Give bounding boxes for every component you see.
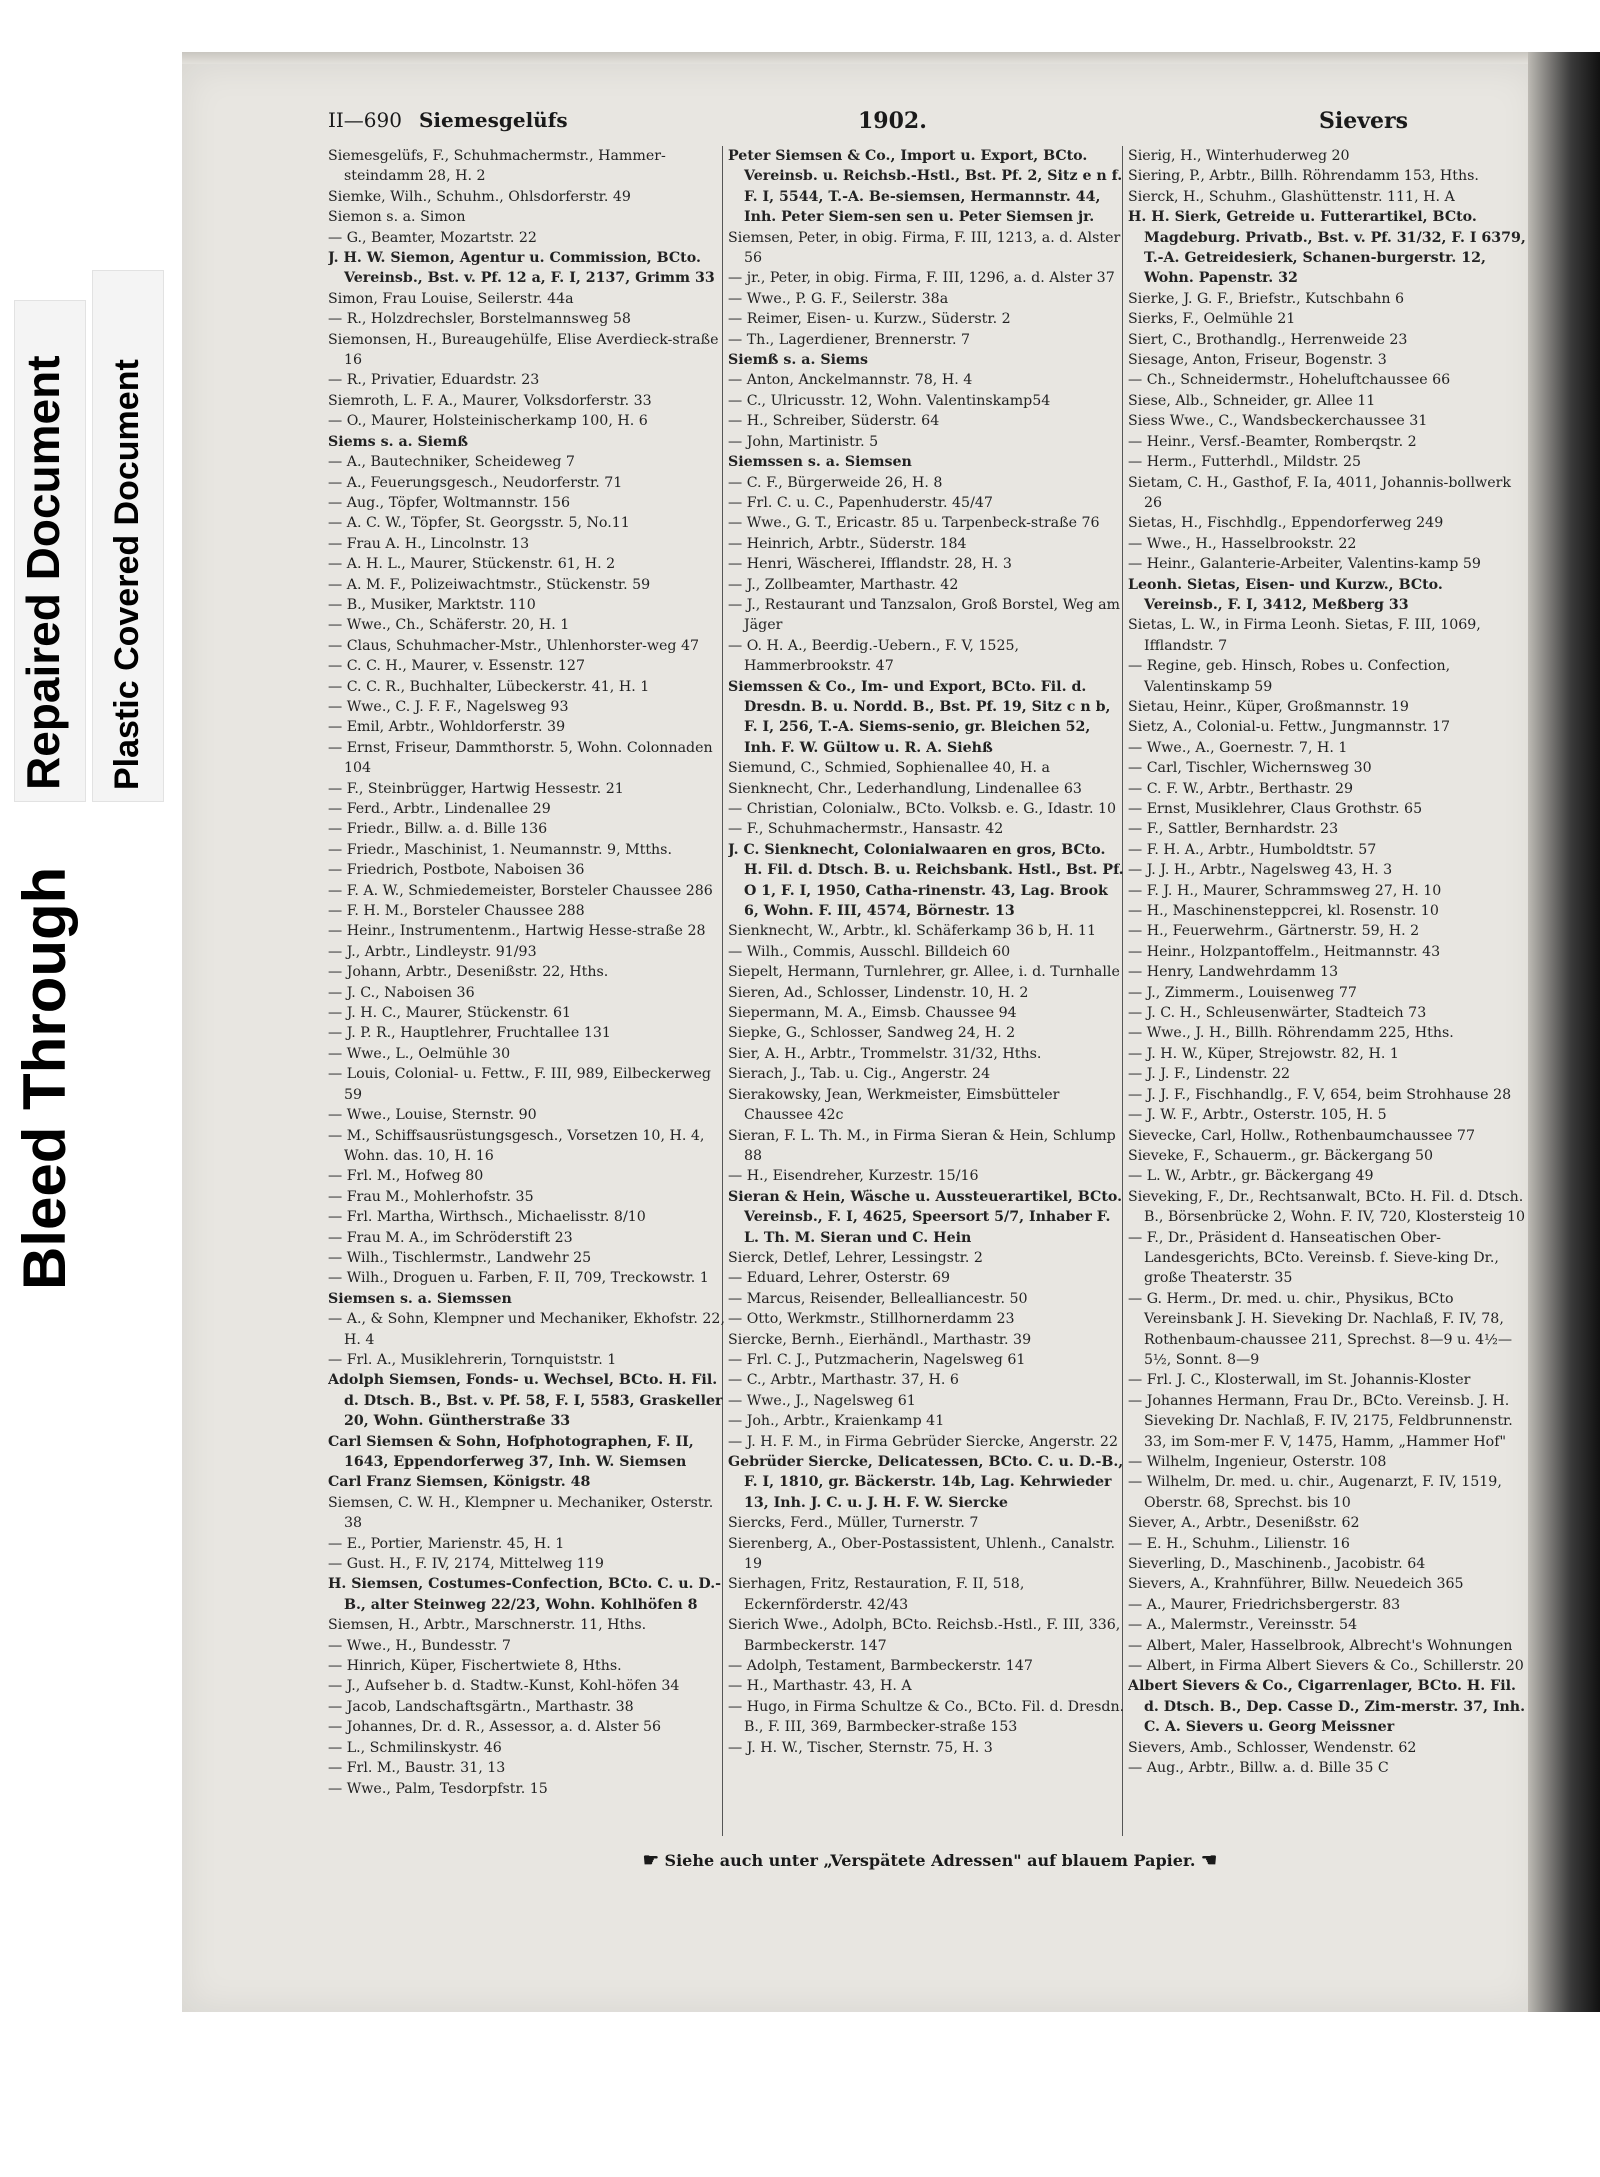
- directory-entry: — Albert, Maler, Hasselbrook, Albrecht's Wohnungen: [1128, 1637, 1513, 1654]
- directory-entry: Sietas, H., Fischhdlg., Eppendorferweg 249: [1128, 515, 1444, 532]
- directory-entry: Sieran, F. L. Th. M., in Firma Sieran & Hein, Schlump 88: [728, 1127, 1116, 1164]
- directory-entry: — Reimer, Eisen- u. Kurzw., Süderstr. 2: [728, 311, 1011, 328]
- directory-entry: Siemß s. a. Siems: [728, 352, 868, 369]
- directory-entry: — Frl. A., Musiklehrerin, Tornquiststr. 1: [328, 1351, 617, 1368]
- directory-entry: Sierich Wwe., Adolph, BCto. Reichsb.-Hstl., F. III, 336, Barmbeckerstr. 147: [728, 1617, 1121, 1654]
- directory-entry: — Wwe., J. H., Billh. Röhrendamm 225, Hths.: [1128, 1025, 1454, 1042]
- directory-entry: — Henry, Landwehrdamm 13: [1128, 964, 1339, 981]
- directory-entry: — Wwe., C. J. F. F., Nagelsweg 93: [328, 698, 569, 715]
- directory-entry: — H., Feuerwehrm., Gärtnerstr. 59, H. 2: [1128, 923, 1420, 940]
- directory-entry: Gebrüder Siercke, Delicatessen, BCto. C. u. D.-B., F. I, 1810, gr. Bäckerstr. 14b, Lag. Kehrwieder 13, Inh. J. C. u. J. H. F. W. Siercke: [728, 1454, 1124, 1511]
- directory-entry: — Frl. C. u. C., Papenhuderstr. 45/47: [728, 494, 993, 511]
- directory-entry: — Johann, Arbtr., Desenißstr. 22, Hths.: [328, 964, 609, 981]
- annotation-panel: [0, 0, 180, 2177]
- directory-entry: Siemssen s. a. Siemsen: [728, 454, 912, 471]
- directory-entry: Sienknecht, W., Arbtr., kl. Schäferkamp 36 b, H. 11: [728, 923, 1096, 940]
- directory-entry: — Heinrich, Arbtr., Süderstr. 184: [728, 535, 967, 552]
- directory-entry: — J., Arbtr., Lindleystr. 91/93: [328, 943, 537, 960]
- directory-entry: Sieveking, F., Dr., Rechtsanwalt, BCto. H. Fil. d. Dtsch. B., Börsenbrücke 2, Wohn. F. IV, 720, Klostersteig 10: [1128, 1188, 1526, 1226]
- directory-entry: Sieveke, F., Schauerm., gr. Bäckergang 50: [1128, 1147, 1434, 1164]
- directory-entry: Sieren, Ad., Schlosser, Lindenstr. 10, H. 2: [728, 984, 1029, 1001]
- directory-entry: Sierhagen, Fritz, Restauration, F. II, 518, Eckernförderstr. 42/43: [728, 1576, 1025, 1613]
- repaired-document-label: Repaired Document: [17, 355, 69, 790]
- directory-entry: H. Siemsen, Costumes-Confection, BCto. C. u. D.-B., alter Steinweg 22/23, Wohn. Kohlhöfen 8: [328, 1576, 722, 1613]
- directory-entry: Leonh. Sietas, Eisen- und Kurzw., BCto. Vereinsb., F. I, 3412, Meßberg 33: [1128, 576, 1443, 613]
- directory-entry: — Frau A. H., Lincolnstr. 13: [328, 535, 530, 552]
- directory-entry: Sierks, F., Oelmühle 21: [1128, 311, 1296, 328]
- directory-entry: — E. H., Schuhm., Lilienstr. 16: [1128, 1535, 1350, 1552]
- column-right: [1128, 146, 1526, 1836]
- directory-entry: Sievers, Amb., Schlosser, Wendenstr. 62: [1128, 1739, 1417, 1756]
- directory-entry: — Wilh., Tischlermstr., Landwehr 25: [328, 1249, 592, 1266]
- directory-entry: — B., Musiker, Marktstr. 110: [328, 596, 536, 613]
- directory-entry: — Aug., Töpfer, Woltmannstr. 156: [328, 494, 571, 511]
- directory-entry: — F., Schuhmachermstr., Hansastr. 42: [728, 821, 1004, 838]
- directory-entry: — Louis, Colonial- u. Fettw., F. III, 989, Eilbeckerweg 59: [328, 1066, 711, 1103]
- directory-entry: Siemroth, L. F. A., Maurer, Volksdorferstr. 33: [328, 392, 652, 409]
- directory-entry: — G., Beamter, Mozartstr. 22: [328, 229, 537, 246]
- directory-entry: Carl Siemsen & Sohn, Hofphotographen, F. II, 1643, Eppendorferweg 37, Inh. W. Siemsen: [328, 1433, 694, 1470]
- directory-entry: Siesage, Anton, Friseur, Bogenstr. 3: [1128, 352, 1387, 369]
- directory-entry: — L. W., Arbtr., gr. Bäckergang 49: [1128, 1168, 1374, 1185]
- directory-entry: Sievecke, Carl, Hollw., Rothenbaumchaussee 77: [1128, 1127, 1475, 1144]
- directory-entry: — Frau M. A., im Schröderstift 23: [328, 1229, 573, 1246]
- directory-entry: — F. H. M., Borsteler Chaussee 288: [328, 903, 585, 920]
- directory-entry: — J. H. W., Küper, Strejowstr. 82, H. 1: [1128, 1045, 1399, 1062]
- directory-entry: — Frl. C. J., Putzmacherin, Nagelsweg 61: [728, 1351, 1026, 1368]
- bleed-through-label: Bleed Through: [11, 866, 78, 1290]
- directory-entry: — J., Zimmerm., Louisenweg 77: [1128, 984, 1357, 1001]
- directory-entry: — J. J. F., Lindenstr. 22: [1128, 1066, 1291, 1083]
- directory-entry: — Wwe., A., Goernestr. 7, H. 1: [1128, 739, 1348, 756]
- directory-entry: — A., & Sohn, Klempner und Mechaniker, Ekhofstr. 22, H. 4: [328, 1311, 725, 1348]
- directory-entry: — J. J. F., Fischhandlg., F. V, 654, beim Strohhause 28: [1128, 1086, 1512, 1103]
- directory-entry: — Wwe., Ch., Schäferstr. 20, H. 1: [328, 617, 570, 634]
- directory-entry: — Otto, Werkmstr., Stillhornerdamm 23: [728, 1311, 1015, 1328]
- directory-entry: — Johannes, Dr. d. R., Assessor, a. d. Alster 56: [328, 1719, 662, 1736]
- directory-entry: Siemsen s. a. Siemssen: [328, 1290, 512, 1307]
- binding-edge: [1528, 52, 1600, 2012]
- directory-entry: Sierck, H., Schuhm., Glashüttenstr. 111, H. A: [1128, 188, 1455, 205]
- directory-entry: J. H. W. Siemon, Agentur u. Commission, BCto. Vereinsb., Bst. v. Pf. 12 a, F. I, 2137, Grimm 33: [328, 250, 715, 287]
- page-number: II—690: [328, 108, 402, 132]
- directory-entry: — Frl. M., Baustr. 31, 13: [328, 1760, 506, 1777]
- directory-entry: — Emil, Arbtr., Wohldorferstr. 39: [328, 719, 566, 736]
- directory-entry: Siercks, Ferd., Müller, Turnerstr. 7: [728, 1515, 979, 1532]
- directory-entry: — J. W. F., Arbtr., Osterstr. 105, H. 5: [1128, 1107, 1387, 1124]
- directory-entry: — A., Maurer, Friedrichsbergerstr. 83: [1128, 1596, 1401, 1613]
- directory-entry: — Friedrich, Postbote, Naboisen 36: [328, 862, 585, 879]
- directory-entry: Siercke, Bernh., Eierhändl., Marthastr. 39: [728, 1331, 1032, 1348]
- directory-entry: — A. C. W., Töpfer, St. Georgsstr. 5, No.11: [328, 515, 630, 532]
- directory-entry: — J. H. F. M., in Firma Gebrüder Siercke, Angerstr. 22: [728, 1433, 1118, 1450]
- directory-entry: — F. H. A., Arbtr., Humboldtstr. 57: [1128, 841, 1377, 858]
- directory-entry: — Adolph, Testament, Barmbeckerstr. 147: [728, 1658, 1033, 1675]
- directory-entry: — Anton, Anckelmannstr. 78, H. 4: [728, 372, 973, 389]
- directory-entry: Sieran & Hein, Wäsche u. Aussteuerartikel, BCto. Vereinsb., F. I, 4625, Speersort 5/7, Inhaber F. L. Th. M. Sieran und C. Hein: [728, 1188, 1123, 1246]
- directory-entry: Sierenberg, A., Ober-Postassistent, Uhlenh., Canalstr. 19: [728, 1535, 1116, 1573]
- directory-entry: Siepke, G., Schlosser, Sandweg 24, H. 2: [728, 1025, 1016, 1042]
- directory-entry: — Gust. H., F. IV, 2174, Mittelweg 119: [328, 1556, 604, 1573]
- directory-entry: — H., Schreiber, Süderstr. 64: [728, 413, 940, 430]
- directory-entry: — Wwe., H., Bundesstr. 7: [328, 1637, 511, 1654]
- left-running-title: Siemesgelüfs: [418, 108, 568, 132]
- directory-entry: — Heinr., Holzpantoffelm., Heitmannstr. 43: [1128, 943, 1441, 960]
- directory-entry: — Hugo, in Firma Schultze & Co., BCto. Fil. d. Dresdn. B., F. III, 369, Barmbecker-straße 153: [728, 1698, 1125, 1736]
- directory-entry: Albert Sievers & Co., Cigarrenlager, BCto. H. Fil. d. Dtsch. B., Dep. Casse D., Zim-merstr. 37, Inh. C. A. Sievers u. Georg Meissner: [1128, 1678, 1526, 1736]
- directory-entry: — Henri, Wäscherei, Ifflandstr. 28, H. 3: [728, 556, 1012, 573]
- directory-entry: Siemon s. a. Simon: [328, 209, 466, 226]
- directory-entry: — A. M. F., Polizeiwachtmstr., Stückenstr. 59: [328, 576, 651, 593]
- directory-entry: — Heinr., Versf.-Beamter, Romberqstr. 2: [1128, 433, 1417, 450]
- directory-entry: — Wilhelm, Dr. med. u. chir., Augenarzt, F. IV, 1519, Oberstr. 68, Sprechst. bis 10: [1128, 1474, 1502, 1511]
- directory-entry: — C., Arbtr., Marthastr. 37, H. 6: [728, 1372, 959, 1389]
- page-header: [328, 108, 1408, 142]
- directory-entry: — J. C., Naboisen 36: [328, 984, 475, 1001]
- directory-entry: — F., Sattler, Bernhardstr. 23: [1128, 821, 1339, 838]
- directory-entry: Siemesgelüfs, F., Schuhmachermstr., Hammer-steindamm 28, H. 2: [328, 148, 666, 185]
- directory-entry: — J., Aufseher b. d. Stadtw.-Kunst, Kohl-höfen 34: [328, 1678, 680, 1695]
- directory-entry: — Frl. J. C., Klosterwall, im St. Johannis-Kloster: [1128, 1372, 1471, 1389]
- directory-entry: Simon, Frau Louise, Seilerstr. 44a: [328, 290, 574, 307]
- year-label: 1902.: [858, 108, 927, 134]
- directory-entry: Siemonsen, H., Bureaugehülfe, Elise Averdieck-straße 16: [328, 331, 719, 369]
- directory-entry: — Christian, Colonialw., BCto. Volksb. e. G., Idastr. 10: [728, 801, 1117, 817]
- directory-entry: — J. H. W., Tischer, Sternstr. 75, H. 3: [728, 1739, 993, 1756]
- directory-entry: — F. J. H., Maurer, Schrammsweg 27, H. 10: [1128, 882, 1442, 899]
- directory-entry: — L., Schmilinskystr. 46: [328, 1739, 502, 1756]
- directory-entry: Siemund, C., Schmied, Sophienallee 40, H. a: [728, 760, 1050, 777]
- directory-entry: — A., Bautechniker, Scheideweg 7: [328, 454, 575, 471]
- directory-entry: — Wwe., L., Oelmühle 30: [328, 1045, 511, 1062]
- directory-entry: — Wilh., Droguen u. Farben, F. II, 709, Treckowstr. 1: [328, 1270, 709, 1287]
- directory-entry: — Wwe., G. T., Ericastr. 85 u. Tarpenbeck-straße 76: [728, 515, 1100, 532]
- directory-entry: Siess Wwe., C., Wandsbeckerchaussee 31: [1128, 413, 1428, 430]
- directory-entry: — G. Herm., Dr. med. u. chir., Physikus, BCto Vereinsbank J. H. Sieveking Dr. Nachlaß, F. IV, 78, Rothenbaum-chaussee 211, Sprechst. 8—9 u. 4½—5½, Sonnt. 8—9: [1128, 1290, 1513, 1368]
- pointing-hand-left-icon: ☛: [642, 1850, 659, 1871]
- directory-entry: — Aug., Arbtr., Billw. a. d. Bille 35 C: [1128, 1760, 1389, 1777]
- directory-entry: Siemsen, C. W. H., Klempner u. Mechaniker, Osterstr. 38: [328, 1494, 714, 1532]
- directory-entry: — Frl. Martha, Wirthsch., Michaelisstr. 8/10: [328, 1209, 646, 1226]
- directory-entry: — Frau M., Mohlerhofstr. 35: [328, 1188, 534, 1205]
- column-left: [328, 146, 726, 1836]
- directory-entry: Sierck, Detlef, Lehrer, Lessingstr. 2: [728, 1249, 983, 1266]
- directory-entry: — Wwe., P. G. F., Seilerstr. 38a: [728, 290, 949, 307]
- directory-entry: — C., Ulricusstr. 12, Wohn. Valentinskamp54: [728, 392, 1051, 409]
- directory-entry: H. H. Sierk, Getreide u. Futterartikel, BCto. Magdeburg. Privatb., Bst. v. Pf. 31/32, F. I 6379, T.-A. Getreidesierk, Schanen-burgerstr. 12, Wohn. Papenstr. 32: [1128, 209, 1526, 287]
- directory-entry: Adolph Siemsen, Fonds- u. Wechsel, BCto. H. Fil. d. Dtsch. B., Bst. v. Pf. 58, F. I, 5583, Graskeller 20, Wohn. Güntherstraße 33: [328, 1372, 723, 1430]
- directory-entry: Sierig, H., Winterhuderweg 20: [1128, 148, 1350, 164]
- directory-entry: — R., Holzdrechsler, Borstelmannsweg 58: [328, 311, 631, 328]
- pointing-hand-right-icon: ☚: [1201, 1850, 1218, 1871]
- directory-entry: Sietz, A., Colonial-u. Fettw., Jungmannstr. 17: [1128, 719, 1451, 736]
- directory-entry: — Wilhelm, Ingenieur, Osterstr. 108: [1128, 1454, 1387, 1470]
- directory-entry: — Herm., Futterhdl., Mildstr. 25: [1128, 454, 1362, 471]
- directory-entry: — E., Portier, Marienstr. 45, H. 1: [328, 1535, 565, 1552]
- directory-entry: Siese, Alb., Schneider, gr. Allee 11: [1128, 392, 1376, 409]
- directory-entry: Siepermann, M. A., Eimsb. Chaussee 94: [728, 1005, 1017, 1022]
- directory-entry: — M., Schiffsausrüstungsgesch., Vorsetzen 10, H. 4, Wohn. das. 10, H. 16: [328, 1127, 705, 1164]
- directory-entry: — J. H. C., Maurer, Stückenstr. 61: [328, 1005, 572, 1022]
- directory-entry: — O., Maurer, Holsteinischerkamp 100, H. 6: [328, 413, 648, 430]
- directory-entry: — Albert, in Firma Albert Sievers & Co., Schillerstr. 20: [1128, 1658, 1524, 1675]
- directory-entry: — F., Dr., Präsident d. Hanseatischen Ober-Landesgerichts, BCto. Vereinsb. f. Sieve-king Dr., große Theaterstr. 35: [1128, 1229, 1499, 1287]
- directory-entry: — Frl. M., Hofweg 80: [328, 1168, 484, 1185]
- plastic-covered-label: Plastic Covered Document: [108, 359, 146, 790]
- directory-entry: — Heinr., Instrumentenm., Hartwig Hesse-straße 28: [328, 923, 706, 940]
- directory-entry: Peter Siemsen & Co., Import u. Export, BCto. Vereinsb. u. Reichsb.-Hstl., Bst. Pf. 2, Sitz e n f. F. I, 5544, T.-A. Be-siemsen, Hermannstr. 44, Inh. Peter Siem-sen sen u. Peter Siemsen jr.: [728, 148, 1123, 226]
- directory-entry: — H., Maschinensteppcrei, kl. Rosenstr. 10: [1128, 903, 1439, 920]
- directory-entry: — J., Zollbeamter, Marthastr. 42: [728, 576, 959, 593]
- right-running-title: Sievers: [1319, 108, 1408, 134]
- directory-entry: Siering, P., Arbtr., Billh. Röhrendamm 153, Hths.: [1128, 168, 1479, 185]
- directory-entry: — C. F., Bürgerweide 26, H. 8: [728, 474, 943, 491]
- directory-entry: — Friedr., Billw. a. d. Bille 136: [328, 821, 548, 838]
- directory-entry: J. C. Sienknecht, Colonialwaaren en gros, BCto. H. Fil. d. Dtsch. B. u. Reichsbank. Hstl., Bst. Pf. O 1, F. I, 1950, Catha-rinenstr. 43, Lag. Brook 6, Wohn. F. III, 4574, Börnestr. 13: [728, 841, 1124, 920]
- directory-entry: — Claus, Schuhmacher-Mstr., Uhlenhorster-weg 47: [328, 637, 700, 654]
- header-left: [328, 108, 568, 132]
- directory-entry: — Wwe., J., Nagelsweg 61: [728, 1392, 916, 1409]
- directory-entry: — jr., Peter, in obig. Firma, F. III, 1296, a. d. Alster 37: [728, 270, 1115, 287]
- directory-entry: Sieverling, D., Maschinenb., Jacobistr. 64: [1128, 1556, 1426, 1573]
- directory-entry: — Wilh., Commis, Ausschl. Billdeich 60: [728, 943, 1011, 960]
- directory-entry: Siemsen, H., Arbtr., Marschnerstr. 11, Hths.: [328, 1617, 647, 1634]
- directory-entry: — R., Privatier, Eduardstr. 23: [328, 372, 540, 389]
- directory-entry: Siemssen & Co., Im- und Export, BCto. Fil. d. Dresdn. B. u. Nordd. B., Bst. Pf. 19, Sitz c n b, F. I, 256, T.-A. Siems-senio, gr. Bleichen 52, Inh. F. W. Gültow u. R. A. Siehß: [728, 678, 1111, 756]
- directory-entry: — F. A. W., Schmiedemeister, Borsteler Chaussee 286: [328, 882, 713, 899]
- directory-entry: — H., Marthastr. 43, H. A: [728, 1678, 912, 1695]
- directory-entry: Siemke, Wilh., Schuhm., Ohlsdorferstr. 49: [328, 188, 631, 205]
- directory-entry: — Ferd., Arbtr., Lindenallee 29: [328, 801, 551, 817]
- directory-entry: — Ch., Schneidermstr., Hoheluftchaussee 66: [1128, 372, 1451, 389]
- directory-entry: — H., Eisendreher, Kurzestr. 15/16: [728, 1168, 979, 1185]
- directory-entry: Sietam, C. H., Gasthof, F. Ia, 4011, Johannis-bollwerk 26: [1128, 474, 1511, 511]
- directory-entry: — A., Malermstr., Vereinsstr. 54: [1128, 1617, 1358, 1634]
- directory-entry: Sierke, J. G. F., Briefstr., Kutschbahn 6: [1128, 290, 1405, 307]
- directory-entry: — O. H. A., Beerdig.-Uebern., F. V, 1525, Hammerbrookstr. 47: [728, 637, 1020, 675]
- directory-entry: — Friedr., Maschinist, 1. Neumannstr. 9, Mtths.: [328, 841, 672, 858]
- directory-entry: Sietas, L. W., in Firma Leonh. Sietas, F. III, 1069, Ifflandstr. 7: [1128, 617, 1481, 654]
- directory-entry: — Johannes Hermann, Frau Dr., BCto. Vereinsb. J. H. Sieveking Dr. Nachlaß, F. IV, 2175, Feldbrunnenstr. 33, im Som-mer F. V, 1475, Hamm, „Hammer Hof": [1128, 1392, 1513, 1450]
- page-footer: [620, 1850, 1240, 1876]
- directory-entry: Sierakowsky, Jean, Werkmeister, Eimsbütteler Chaussee 42c: [728, 1086, 1060, 1124]
- directory-entry: — Wwe., Palm, Tesdorpfstr. 15: [328, 1780, 548, 1797]
- directory-entry: Sierach, J., Tab. u. Cig., Angerstr. 24: [728, 1066, 991, 1083]
- directory-entry: — J. C. H., Schleusenwärter, Stadteich 73: [1128, 1005, 1427, 1022]
- directory-entry: Sietau, Heinr., Küper, Großmannstr. 19: [1128, 698, 1409, 715]
- directory-entry: Carl Franz Siemsen, Königstr. 48: [328, 1474, 591, 1491]
- column-middle: [728, 146, 1126, 1836]
- directory-entry: — Regine, geb. Hinsch, Robes u. Confection, Valentinskamp 59: [1128, 658, 1451, 695]
- directory-entry: — Wwe., Louise, Sternstr. 90: [328, 1107, 537, 1124]
- footer-note: Siehe auch unter „Verspätete Adressen" auf blauem Papier.: [664, 1851, 1196, 1870]
- directory-entry: — Marcus, Reisender, Bellealliancestr. 50: [728, 1290, 1028, 1307]
- directory-entry: — Heinr., Galanterie-Arbeiter, Valentins-kamp 59: [1128, 556, 1481, 573]
- directory-entry: — Hinrich, Küper, Fischertwiete 8, Hths.: [328, 1658, 622, 1675]
- directory-entry: Siepelt, Hermann, Turnlehrer, gr. Allee, i. d. Turnhalle: [728, 964, 1120, 981]
- directory-entry: — J. J. H., Arbtr., Nagelsweg 43, H. 3: [1128, 862, 1393, 879]
- directory-entry: — A. H. L., Maurer, Stückenstr. 61, H. 2: [328, 556, 616, 573]
- directory-entry: — Th., Lagerdiener, Brennerstr. 7: [728, 331, 971, 348]
- directory-entry: — J. P. R., Hauptlehrer, Fruchtallee 131: [328, 1025, 611, 1042]
- directory-entry: — Ernst, Friseur, Dammthorstr. 5, Wohn. Colonnaden 104: [328, 739, 713, 777]
- directory-entry: — C. C. R., Buchhalter, Lübeckerstr. 41, H. 1: [328, 678, 650, 695]
- directory-entry: Siert, C., Brothandlg., Herrenweide 23: [1128, 331, 1408, 348]
- directory-entry: — A., Feuerungsgesch., Neudorferstr. 71: [328, 474, 623, 491]
- directory-entry: — Joh., Arbtr., Kraienkamp 41: [728, 1413, 945, 1430]
- directory-entry: Sievers, A., Krahnführer, Billw. Neuedeich 365: [1128, 1576, 1464, 1593]
- directory-entry: — F., Steinbrügger, Hartwig Hessestr. 21: [328, 780, 624, 797]
- directory-entry: Siemsen, Peter, in obig. Firma, F. III, 1213, a. d. Alster 56: [728, 229, 1121, 267]
- directory-entry: Siems s. a. Siemß: [328, 433, 468, 450]
- directory-entry: Siever, A., Arbtr., Desenißstr. 62: [1128, 1515, 1360, 1532]
- directory-entry: — J., Restaurant und Tanzsalon, Groß Borstel, Weg am Jäger: [728, 596, 1120, 634]
- directory-entry: — Carl, Tischler, Wichernsweg 30: [1128, 760, 1372, 777]
- directory-entry: — John, Martinistr. 5: [728, 433, 879, 450]
- directory-entry: — C. C. H., Maurer, v. Essenstr. 127: [328, 658, 585, 675]
- directory-entry: — C. F. W., Arbtr., Berthastr. 29: [1128, 780, 1354, 797]
- directory-entry: Sienknecht, Chr., Lederhandlung, Lindenallee 63: [728, 780, 1082, 797]
- directory-entry: — Jacob, Landschaftsgärtn., Marthastr. 38: [328, 1698, 634, 1715]
- directory-entry: — Ernst, Musiklehrer, Claus Grothstr. 65: [1128, 801, 1423, 817]
- directory-entry: Sier, A. H., Arbtr., Trommelstr. 31/32, Hths.: [728, 1045, 1042, 1062]
- directory-entry: — Eduard, Lehrer, Osterstr. 69: [728, 1270, 951, 1287]
- directory-entry: — Wwe., H., Hasselbrookstr. 22: [1128, 535, 1357, 552]
